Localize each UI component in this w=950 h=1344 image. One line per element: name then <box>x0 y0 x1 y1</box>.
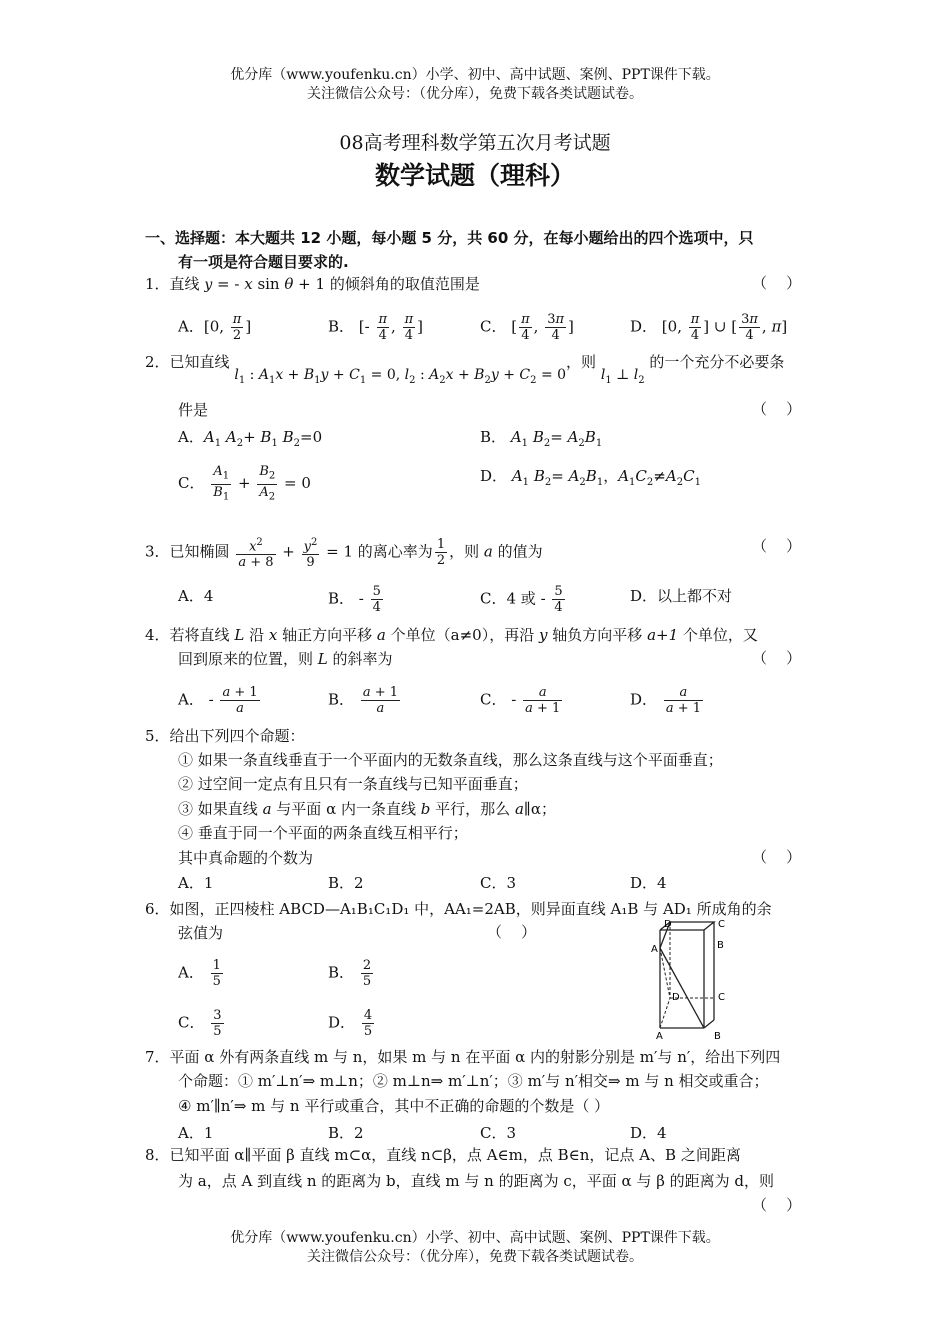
header-line-2: 关注微信公众号：（优分库），免费下载各类试题试卷。 <box>307 86 643 102</box>
q7-option-d: D．4 <box>630 1124 667 1142</box>
q6-option-a: A． $\frac{1}{5}$ <box>178 958 221 989</box>
q2-option-c: C． $\frac{A_1}{B_1}$ + $\frac{B_2}{A_2}$ = 0 <box>178 464 311 503</box>
q6-option-b: B． $\frac{2}{5}$ <box>328 958 372 989</box>
footer-line-2: 关注微信公众号：（优分库），免费下载各类试题试卷。 <box>307 1249 643 1265</box>
q5-question: 其中真命题的个数为 <box>178 849 314 867</box>
q8-stem-line-1: 8．已知平面 α∥平面 β 直线 m⊂α，直线 n⊂β，点 A∈m，点 B∈n，记点 A、B 之间距离 <box>145 1146 741 1164</box>
section-heading-line-2: 有一项是符合题目要求的. <box>178 253 349 271</box>
q5-proposition-2: ② 过空间一定点有且只有一条直线与已知平面垂直； <box>178 775 528 793</box>
q5-option-d: D．4 <box>630 874 667 892</box>
q4-stem-line-2: 回到原来的位置，则 L 的斜率为 <box>178 650 393 668</box>
q3-option-b: B． - $\frac{5}{4}$ <box>328 584 381 615</box>
q4-option-a: A． - $\frac{a + 1}{a}$ <box>178 685 258 716</box>
q4-option-c: C． - $\frac{a}{a + 1}$ <box>480 685 561 716</box>
q1-option-c: C． [ $\frac{\pi}{4}$ , $\frac{3\pi}{4}$ ] <box>480 312 574 343</box>
q4-option-d: D． $\frac{a}{a + 1}$ <box>630 685 702 716</box>
q2-option-a: A．$A_1$ $A_2+ B_1$ $B_2=0$ <box>178 428 323 449</box>
fig-label-c1: C <box>718 919 725 930</box>
q3-option-c: C．4 或 - $\frac{5}{4}$ <box>480 584 563 615</box>
q1-option-a: A．[0, $\frac{\pi}{2}$ ] <box>178 312 252 343</box>
exam-title: 08高考理科数学第五次月考试题 <box>339 132 611 154</box>
fig-label-a1: A <box>651 944 658 955</box>
q6-answer-paren: （ ） <box>487 923 537 941</box>
q8-answer-paren: （ ） <box>752 1196 802 1214</box>
q8-stem-line-2: 为 a，点 A 到直线 n 的距离为 b，直线 m 与 n 的距离为 c，平面 α 与 β 的距离为 d，则 <box>178 1172 775 1190</box>
exam-subtitle: 数学试题（理科） <box>374 161 575 190</box>
q5-option-c: C．3 <box>480 874 517 892</box>
q3-stem: 3．已知椭圆 $\frac{x^2}{a + 8}$ + $\frac{y^2}{9}$ = 1 的离心率为 $\frac{1}{2}$ ，则 a 的值为 <box>145 537 543 571</box>
q2-answer-paren: （ ） <box>752 400 802 418</box>
q2-stem: 2．已知直线 $l_1$ : $A_1x + B_1y + C_1 = 0$, $l_2$ : $A_2x + B_2y + C_2 = 0$，则 $l_1$ ⊥ $l_2$ 的一个充分不必要条 <box>145 353 785 386</box>
q2-stem-cont: 件是 <box>178 401 209 419</box>
q5-answer-paren: （ ） <box>752 848 802 866</box>
q7-option-c: C．3 <box>480 1124 517 1142</box>
q5-stem: 5．给出下列四个命题： <box>145 727 305 745</box>
fig-label-b1: B <box>717 940 724 951</box>
q4-answer-paren: （ ） <box>752 649 802 667</box>
prism-figure <box>650 918 750 1040</box>
q6-option-c: C． $\frac{3}{5}$ <box>178 1008 222 1039</box>
q6-stem-line-1: 6．如图，正四棱柱 ABCD—A₁B₁C₁D₁ 中，AA₁=2AB，则异面直线 A₁B 与 AD₁ 所成角的余 <box>145 900 772 918</box>
fig-label-d1: D <box>664 919 672 930</box>
q5-option-a: A．1 <box>178 874 214 892</box>
q5-option-b: B．2 <box>328 874 364 892</box>
q1-option-d: D． [0, $\frac{\pi}{4}$ ] ∪ [ $\frac{3\pi}{4}$ , π] <box>630 312 788 343</box>
q4-stem-line-1: 4．若将直线 L 沿 x 轴正方向平移 a 个单位（a≠0），再沿 y 轴负方向平移 a+1 个单位，又 <box>145 626 758 644</box>
fig-label-c: C <box>718 992 725 1003</box>
q3-option-d: D．以上都不对 <box>630 587 733 605</box>
q4-option-b: B． $\frac{a + 1}{a}$ <box>328 685 399 716</box>
q7-stem-line-1: 7．平面 α 外有两条直线 m 与 n，如果 m 与 n 在平面 α 内的射影分别是 m′与 n′，给出下列四 <box>145 1048 781 1066</box>
q1-option-b: B． [- $\frac{\pi}{4}$ , $\frac{\pi}{4}$ ] <box>328 312 423 343</box>
q7-stem-line-2: 个命题：① m′⊥n′⇒ m⊥n；② m⊥n⇒ m′⊥n′；③ m′与 n′相交⇒ m 与 n 相交或重合； <box>178 1072 769 1090</box>
q7-option-a: A．1 <box>178 1124 214 1142</box>
q2-option-b: B． $A_1$ $B_2= A_2B_1$ <box>480 428 603 449</box>
fig-label-b: B <box>714 1031 721 1040</box>
header-line-1: 优分库（www.youfenku.cn）小学、初中、高中试题、案例、PPT课件下载。 <box>230 67 720 83</box>
q6-option-d: D． $\frac{4}{5}$ <box>328 1008 373 1039</box>
q3-option-a: A．4 <box>178 587 214 605</box>
footer-line-1: 优分库（www.youfenku.cn）小学、初中、高中试题、案例、PPT课件下载。 <box>230 1230 720 1246</box>
q3-answer-paren: （ ） <box>752 537 802 555</box>
q2-option-d: D． $A_1$ $B_2= A_2B_1$，$A_1C_2\ne A_2C_1$ <box>480 467 701 488</box>
q6-stem-line-2: 弦值为 <box>178 924 224 942</box>
q1-answer-paren: （ ） <box>752 274 802 292</box>
q7-option-b: B．2 <box>328 1124 364 1142</box>
q5-proposition-4: ④ 垂直于同一个平面的两条直线互相平行； <box>178 824 468 842</box>
fig-label-d: D <box>672 992 680 1003</box>
q5-proposition-1: ① 如果一条直线垂直于一个平面内的无数条直线，那么这条直线与这个平面垂直； <box>178 751 723 769</box>
q1-stem: 1．直线 y = - x sin θ + 1 的倾斜角的取值范围是 <box>145 275 480 293</box>
fig-label-a: A <box>656 1031 663 1040</box>
q5-proposition-3: ③ 如果直线 a 与平面 α 内一条直线 b 平行，那么 a∥α； <box>178 800 556 818</box>
section-heading-line-1: 一、选择题：本大题共 12 小题，每小题 5 分，共 60 分，在每小题给出的四个选项中，只 <box>145 229 754 247</box>
q7-stem-line-3: ④ m′∥n′⇒ m 与 n 平行或重合，其中不正确的命题的个数是（ ） <box>178 1097 610 1115</box>
